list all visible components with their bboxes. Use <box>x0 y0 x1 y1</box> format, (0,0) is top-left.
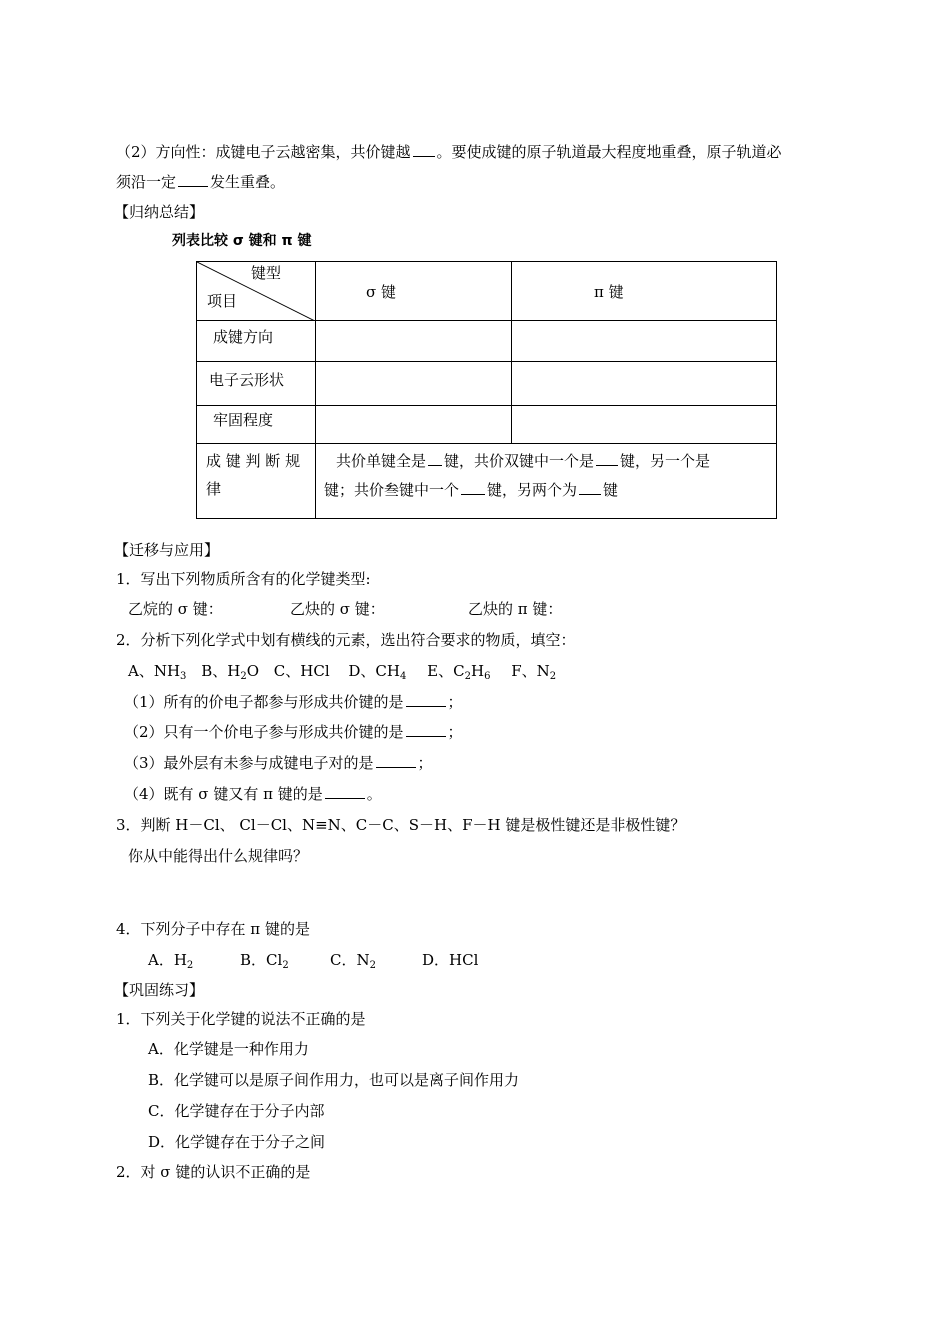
col-sigma: σ 键 <box>316 262 512 321</box>
q2-options <box>128 661 566 681</box>
option-d: D、$CH_4$ <box>348 662 407 682</box>
blank[interactable] <box>428 451 442 466</box>
header-type: 键型 <box>251 264 282 282</box>
q4-options <box>148 950 478 970</box>
table-cell[interactable] <box>512 321 777 362</box>
row-label-rule: 成 键 判 断 规 律 <box>197 444 316 519</box>
practice-heading: 【巩固练习】 <box>114 981 205 999</box>
table-title: 列表比较 σ 键和 π 键 <box>172 233 312 249</box>
option-f: F、$N_2$ <box>511 662 557 682</box>
summary-heading: 【归纳总结】 <box>114 203 205 221</box>
q1-item-ethyne-pi: 乙炔的 π 键： <box>468 600 563 618</box>
question-3-line1: 3．判断 H－Cl、 Cl－Cl、N≡N、C－C、S－H、F－H 键是极性键还是非极性键？ <box>116 816 686 834</box>
col-pi: π 键 <box>512 262 777 321</box>
option-b: B、$H_2O$ <box>201 662 259 682</box>
blank[interactable] <box>406 722 446 737</box>
practice-question-1: 1．下列关于化学键的说法不正确的是 <box>116 1010 366 1028</box>
q1-item-ethyne-sigma: 乙炔的 σ 键： <box>290 600 385 618</box>
q2-sub-2: （2）只有一个价电子参与形成共价键的是 ； <box>124 723 463 741</box>
blank[interactable] <box>376 753 416 768</box>
practice-q1-option-d[interactable]: D．化学键存在于分子之间 <box>148 1133 326 1151</box>
row-label: 电子云形状 <box>197 362 316 406</box>
q4-option-c[interactable]: C．$N_2$ <box>330 951 376 971</box>
blank[interactable] <box>579 480 601 495</box>
apply-heading: 【迁移与应用】 <box>114 541 220 559</box>
q4-option-b[interactable]: B．$Cl_2$ <box>240 951 289 971</box>
row-label: 成键方向 <box>197 321 316 362</box>
blank[interactable] <box>325 784 365 799</box>
question-4: 4．下列分子中存在 π 键的是 <box>116 920 310 938</box>
blank[interactable] <box>461 480 485 495</box>
question-1: 1．写出下列物质所含有的化学键类型: <box>116 570 371 588</box>
option-a: A、$NH_3$ <box>128 662 187 682</box>
practice-q1-option-a[interactable]: A．化学键是一种作用力 <box>148 1040 309 1058</box>
blank[interactable] <box>406 692 446 707</box>
direction-paragraph-line2: 须沿一定 发生重叠。 <box>116 173 286 191</box>
option-e: E、$C_2H_6$ <box>427 662 491 682</box>
q2-sub-4: （4）既有 σ 键又有 π 键的是 。 <box>124 785 382 803</box>
header-item: 项目 <box>207 292 238 310</box>
blank[interactable] <box>596 451 618 466</box>
practice-question-2: 2．对 σ 键的认识不正确的是 <box>116 1163 311 1181</box>
option-c: C、HCl <box>273 662 330 680</box>
q2-sub-3: （3）最外层有未参与成键电子对的是 ； <box>124 754 433 772</box>
q1-item-ethane-sigma: 乙烷的 σ 键： <box>128 600 223 618</box>
question-3-line2: 你从中能得出什么规律吗？ <box>128 847 309 865</box>
question-2: 2．分析下列化学式中划有横线的元素，选出符合要求的物质，填空： <box>116 631 576 649</box>
q4-option-d[interactable]: D．HCl <box>422 951 479 969</box>
blank[interactable] <box>413 142 435 157</box>
table-cell[interactable] <box>512 362 777 406</box>
practice-q1-option-c[interactable]: C．化学键存在于分子内部 <box>148 1102 325 1120</box>
table-cell[interactable] <box>316 321 512 362</box>
row-label: 牢固程度 <box>197 406 316 444</box>
practice-q1-option-b[interactable]: B．化学键可以是原子间作用力，也可以是离子间作用力 <box>148 1071 520 1089</box>
table-cell[interactable] <box>316 406 512 444</box>
q2-sub-1: （1）所有的价电子都参与形成共价键的是 ； <box>124 693 463 711</box>
direction-paragraph-line1: （2）方向性：成键电子云越密集，共价键越 。要使成键的原子轨道最大程度地重叠，原子轨道必 <box>116 143 782 161</box>
comparison-table <box>196 261 777 519</box>
q4-option-a[interactable]: A．$H_2$ <box>148 951 194 971</box>
header-diagonal-cell <box>197 262 316 321</box>
table-cell[interactable] <box>512 406 777 444</box>
table-cell[interactable] <box>316 362 512 406</box>
blank[interactable] <box>178 172 208 187</box>
rule-text-cell: 共价单键全是 键，共价双键中一个是 键，另一个是 键；共价叁键中一个 键，另两个为 键 <box>316 444 777 519</box>
